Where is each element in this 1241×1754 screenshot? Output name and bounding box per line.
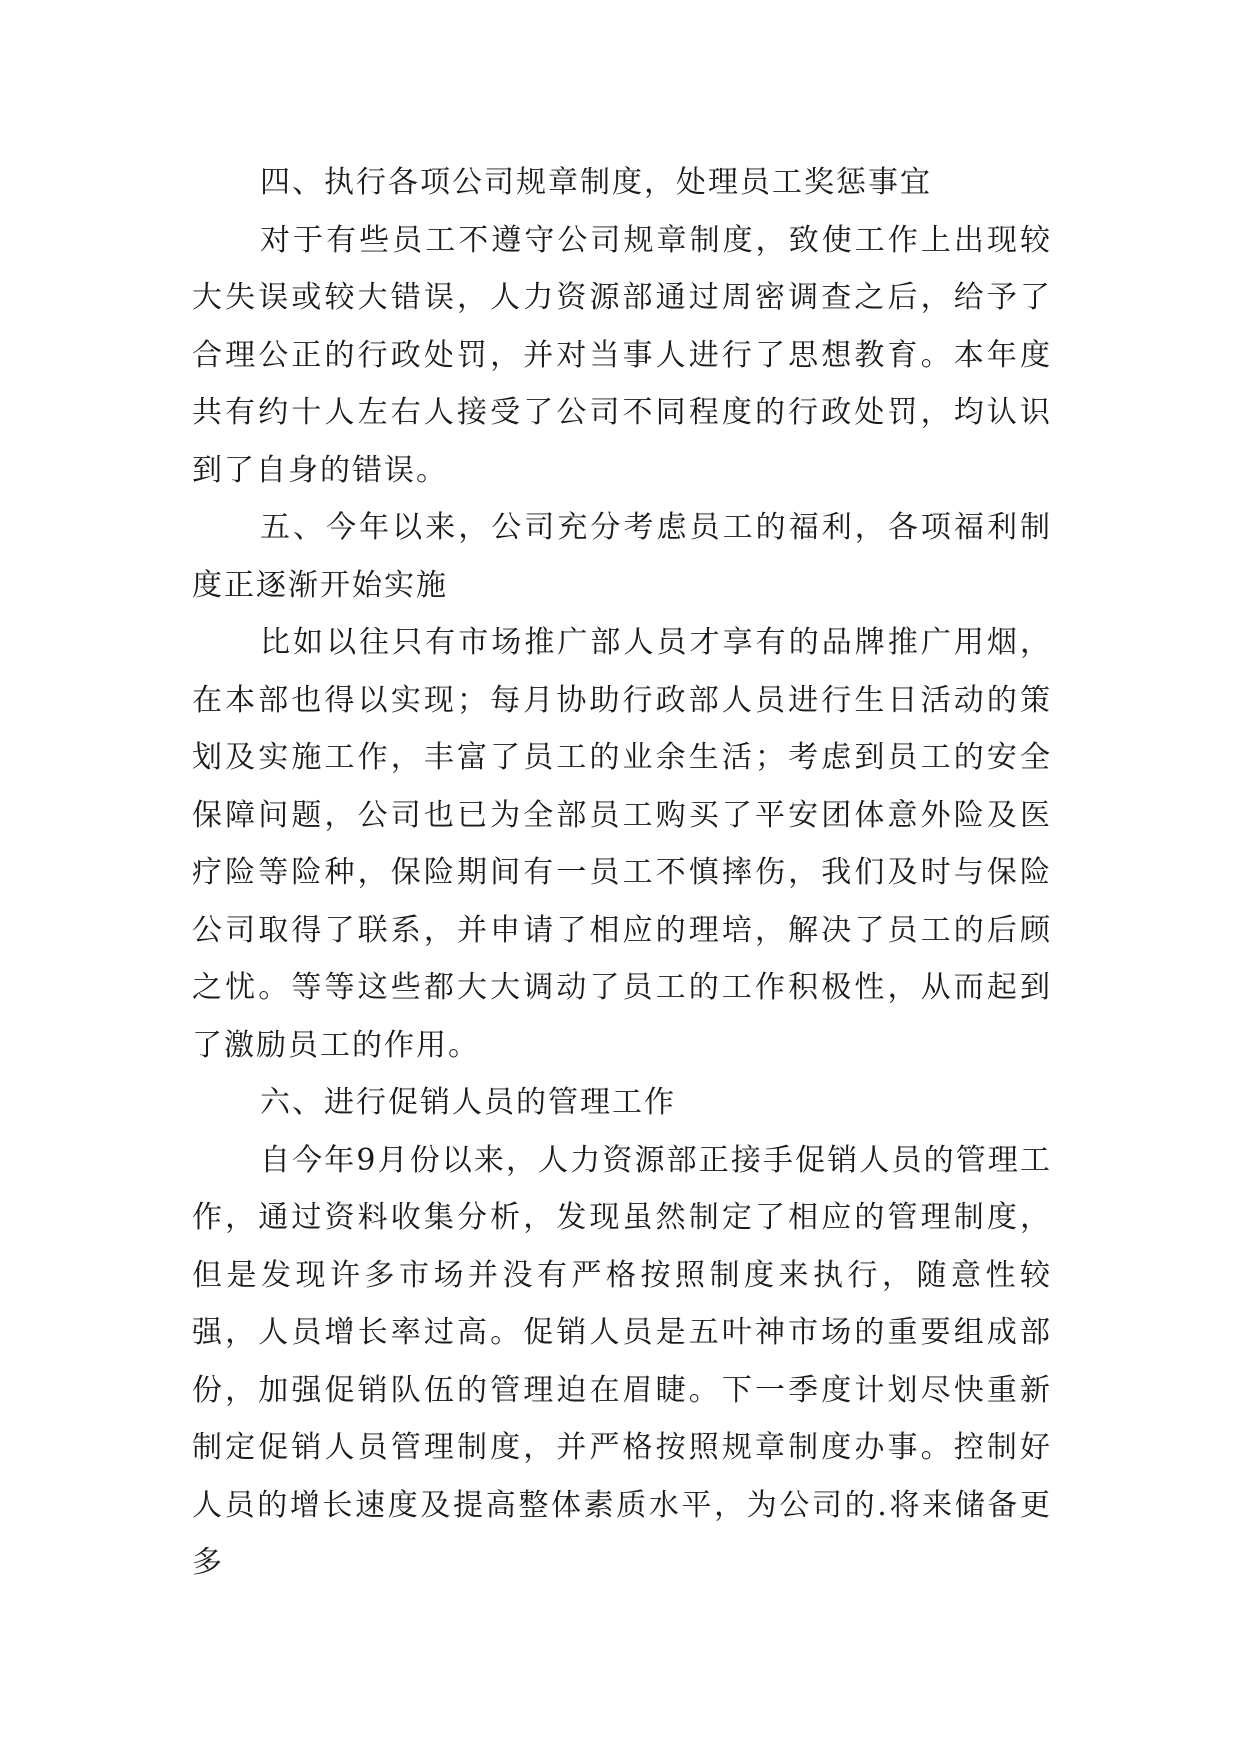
section-heading-four: 四、执行各项公司规章制度，处理员工奖惩事宜 [260, 165, 932, 200]
section-heading-five: 五、今年以来，公司充分考虑员工的福利，各项福利制度正逐渐开始实施 [192, 510, 1052, 603]
body-paragraph: 比如以往只有市场推广部人员才享有的品牌推广用烟，在本部也得以实现；每月协助行政部人员进行生日活动的策划及实施工作，丰富了员工的业余生活；考虑到员工的安全保障问题，公司也已为全部员工购买了平安团体意外险及医疗险等险种，保险期间有一员工不慎摔伤，我们及时与保险公司取得了联系，并申请了相应的理培，解决了员工的后顾之忧。等等这些都大大调动了员工的工作积极性，从而起到了激励员工的作用。 [192, 625, 1052, 1063]
body-paragraph: 自今年9月份以来，人力资源部正接手促销人员的管理工作，通过资料收集分析，发现虽然制定了相应的管理制度，但是发现许多市场并没有严格按照制度来执行，随意性较强，人员增长率过高。促销人员是五叶神市场的重要组成部份，加强促销队伍的管理迫在眉睫。下一季度计划尽快重新制定促销人员管理制度，并严格按照规章制度办事。控制好人员的增长速度及提高整体素质水平，为公司的.将来储备更多 [192, 1142, 1052, 1580]
body-paragraph: 对于有些员工不遵守公司规章制度，致使工作上出现较大失误或较大错误，人力资源部通过周密调查之后，给予了合理公正的行政处罚，并对当事人进行了思想教育。本年度共有约十人左右人接受了公司不同程度的行政处罚，均认识到了自身的错误。 [192, 222, 1052, 488]
document-body [192, 154, 1052, 1592]
section-heading-six: 六、进行促销人员的管理工作 [260, 1085, 676, 1120]
